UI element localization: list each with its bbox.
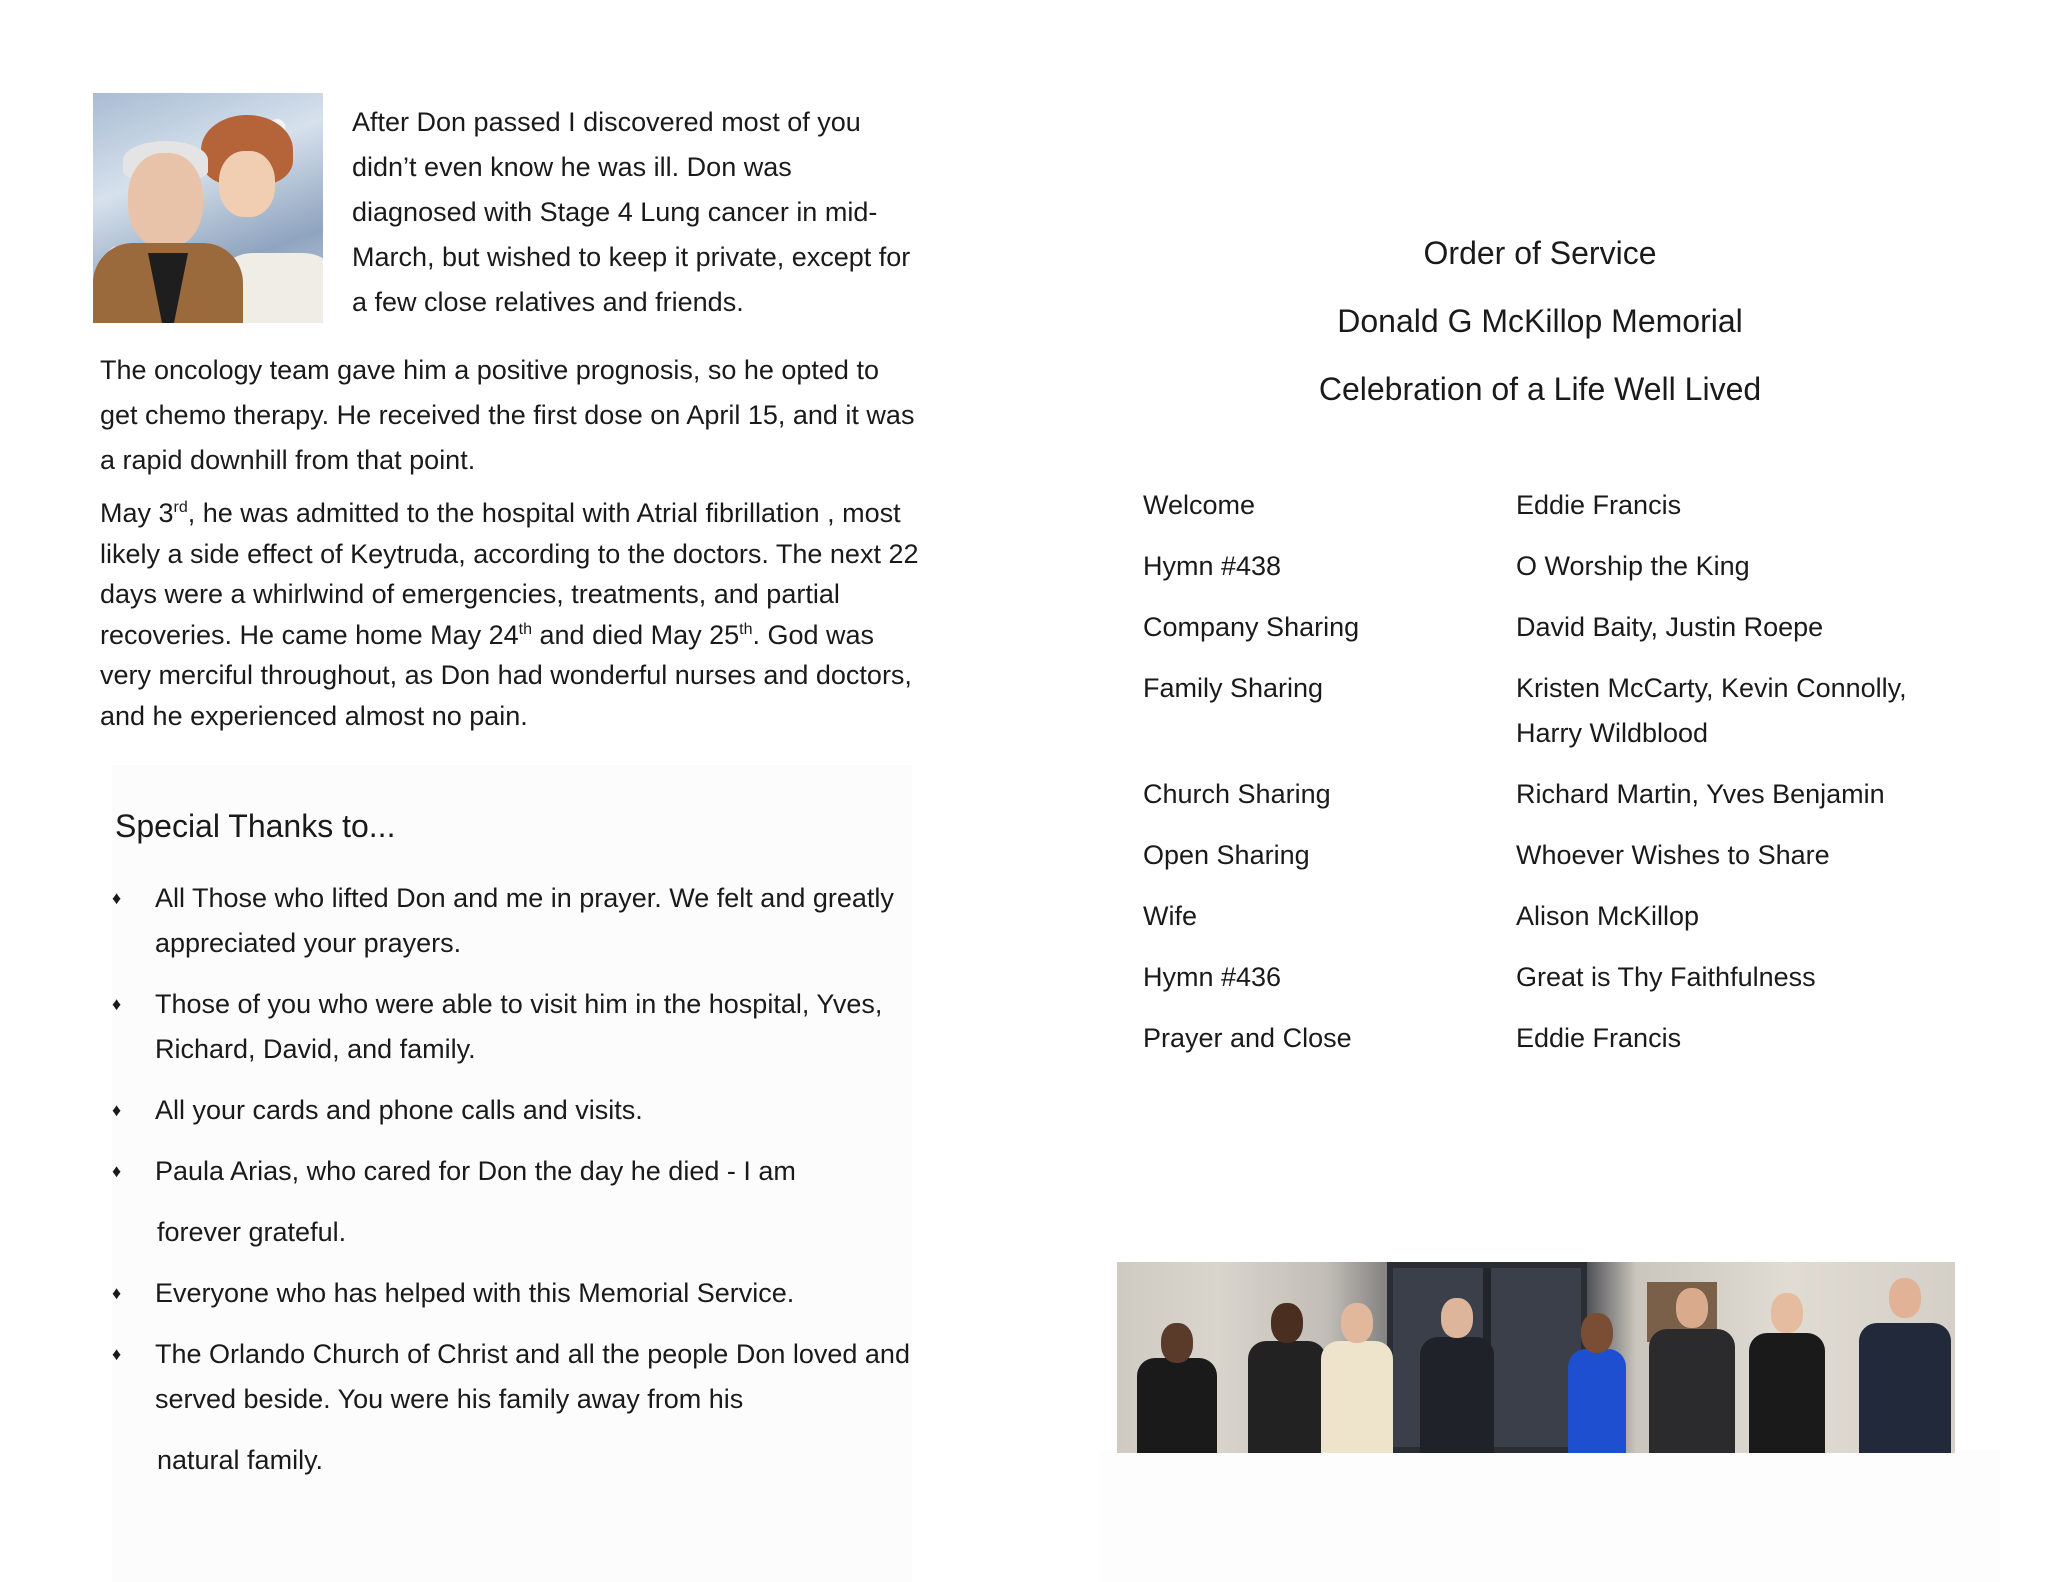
diamond-bullet-icon: ♦: [112, 888, 122, 908]
hospital-text-2: , he was admitted to the hospital with Atrial fibrillation , most likely a side effect of Keytruda, according to the doctors. The next 22 days were a whirlwind of emergencies, treatments, and partial recoveries. He came home May 24: [100, 498, 919, 650]
ordinal-suffix: th: [739, 620, 753, 638]
thanks-item: [112, 1149, 912, 1255]
service-item: Church Sharing: [1143, 779, 1331, 809]
order-of-service-title: Order of Service: [1423, 235, 1657, 271]
person-head: [1889, 1278, 1921, 1318]
couple-photo: [93, 93, 323, 323]
service-item: Company Sharing: [1143, 612, 1360, 642]
service-leader: O Worship the King: [1516, 551, 1750, 581]
service-row: [1143, 483, 1963, 528]
person-head: [1271, 1303, 1303, 1343]
person-figure: [1137, 1323, 1217, 1453]
diamond-bullet-icon: ♦: [112, 1100, 122, 1120]
service-row: [1143, 605, 1963, 650]
person-torso: [1137, 1358, 1217, 1453]
service-leader: David Baity, Justin Roepe: [1516, 612, 1824, 642]
thanks-item-text: The Orlando Church of Christ and all the people Don loved and served beside. You were his family away from his: [155, 1339, 910, 1414]
service-leader: Richard Martin, Yves Benjamin: [1516, 779, 1885, 809]
person-torso: [1649, 1329, 1735, 1453]
service-item: Open Sharing: [1143, 840, 1310, 870]
thanks-item: [112, 876, 912, 966]
hospital-text-1: May 3: [100, 498, 174, 528]
diamond-bullet-icon: ♦: [112, 994, 122, 1014]
service-header: [1100, 225, 1980, 429]
service-item: Prayer and Close: [1143, 1023, 1352, 1053]
person-torso: [1248, 1341, 1326, 1453]
person-torso: [1420, 1337, 1494, 1453]
thanks-item-continuation: natural family.: [157, 1445, 324, 1475]
service-leader: Alison McKillop: [1516, 901, 1700, 931]
person-head: [1441, 1298, 1473, 1338]
person-figure: [1747, 1293, 1827, 1453]
person-figure: [1647, 1288, 1737, 1453]
service-row: [1143, 772, 1963, 817]
service-leader: Eddie Francis: [1516, 490, 1682, 520]
thanks-item: [112, 1271, 912, 1316]
thanks-item-text: Paula Arias, who cared for Don the day he died - I am: [155, 1156, 796, 1186]
thanks-item: [112, 1088, 912, 1133]
thanks-item-text: Everyone who has helped with this Memorial Service.: [155, 1278, 795, 1308]
person-torso: [1749, 1333, 1825, 1453]
thanks-title: Special Thanks to...: [115, 808, 396, 844]
person-figure: [1417, 1298, 1497, 1453]
service-item: Hymn #438: [1143, 551, 1282, 581]
person-figure: [1247, 1303, 1327, 1453]
service-item: Hymn #436: [1143, 962, 1282, 992]
ordinal-suffix: rd: [173, 499, 188, 516]
hospital-text-4: . God was very merciful throughout, as Don had wonderful nurses and doctors, and he experienced almost no pain.: [100, 619, 912, 731]
service-leader: Whoever Wishes to Share: [1516, 840, 1830, 870]
service-leader: Eddie Francis: [1516, 1023, 1682, 1053]
service-leader: Kristen McCarty, Kevin Connolly, Harry Wildblood: [1516, 673, 1907, 748]
service-leader: Great is Thy Faithfulness: [1516, 962, 1816, 992]
thanks-item-text: Those of you who were able to visit him in the hospital, Yves, Richard, David, and family.: [155, 989, 883, 1064]
person-figure: [1857, 1278, 1952, 1453]
service-row: [1143, 544, 1963, 589]
thanks-item-text: All Those who lifted Don and me in prayer. We felt and greatly appreciated your prayers.: [155, 883, 894, 958]
diamond-bullet-icon: ♦: [112, 1344, 122, 1364]
person-figure: [1317, 1303, 1397, 1453]
diamond-bullet-icon: ♦: [112, 1283, 122, 1303]
service-row: [1143, 666, 1963, 756]
service-row: [1143, 894, 1963, 939]
person-figure: [1567, 1313, 1627, 1453]
hospital-text-3: and died May 25: [532, 619, 740, 650]
woman-face: [219, 151, 275, 217]
person-head: [1771, 1293, 1803, 1333]
right-panel-background: [1100, 1450, 2000, 1582]
person-torso: [1321, 1341, 1393, 1453]
service-item: Family Sharing: [1143, 673, 1324, 703]
hospital-paragraph: [100, 493, 920, 736]
service-item: Wife: [1143, 901, 1197, 931]
thanks-item-text: All your cards and phone calls and visits.: [155, 1095, 643, 1125]
man-head: [128, 153, 203, 248]
service-item: Welcome: [1143, 490, 1256, 520]
celebration-subtitle: Celebration of a Life Well Lived: [1318, 371, 1762, 407]
thanks-list: [112, 876, 912, 1499]
service-row: [1143, 1016, 1963, 1061]
service-row: [1143, 833, 1963, 878]
intro-paragraph: After Don passed I discovered most of you didn’t even know he was ill. Don was diagnosed with Stage 4 Lung cancer in mid-March, but wished to keep it private, except for a few close relatives and friends.: [352, 107, 911, 317]
service-row: [1143, 955, 1963, 1000]
thanks-item: [112, 1332, 912, 1483]
oncology-paragraph: The oncology team gave him a positive prognosis, so he opted to get chemo therapy. He received the first dose on April 15, and it was a rapid downhill from that point.: [100, 355, 915, 475]
person-head: [1581, 1313, 1613, 1353]
service-table: [1143, 483, 1963, 1077]
person-head: [1676, 1288, 1708, 1328]
thanks-item: [112, 982, 912, 1072]
person-torso: [1859, 1323, 1951, 1453]
person-torso: [1568, 1349, 1626, 1453]
person-head: [1341, 1303, 1373, 1343]
ordinal-suffix: th: [518, 620, 533, 638]
group-photo: [1117, 1262, 1955, 1453]
memorial-name: Donald G McKillop Memorial: [1337, 303, 1743, 339]
person-head: [1161, 1323, 1193, 1363]
diamond-bullet-icon: ♦: [112, 1161, 122, 1181]
thanks-item-continuation: forever grateful.: [157, 1217, 347, 1247]
